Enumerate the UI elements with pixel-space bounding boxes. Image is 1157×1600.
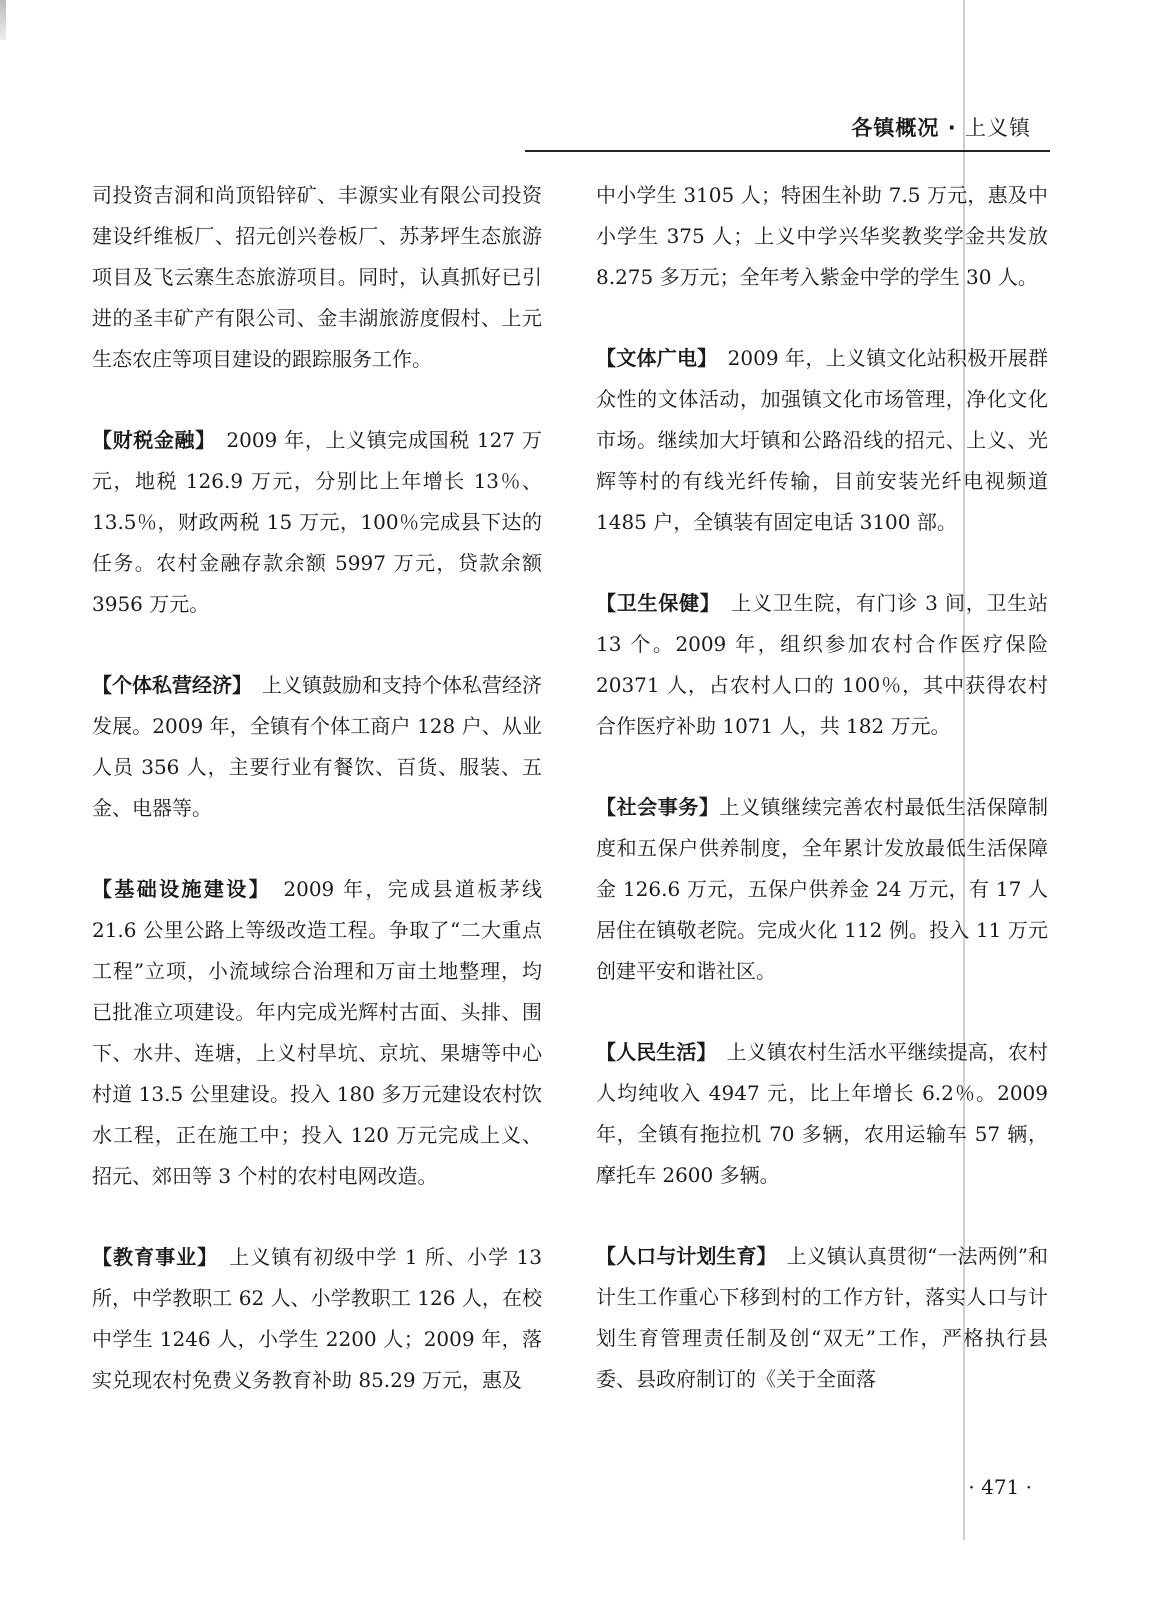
paragraph-culture-broadcast [596, 338, 1048, 543]
header-rule [525, 150, 1050, 152]
left-column [92, 175, 542, 1441]
paragraph-body: 2009 年，上义镇文化站积极开展群众性的文体活动，加强镇文化市场管理，净化文化市场。继续加大圩镇和公路沿线的招元、上义、光辉等村的有线光纤传输，目前安装光纤电视频道 1485 户，全镇装有固定电话 3100 部。 [596, 346, 1048, 534]
running-head-section: 各镇概况 · [851, 116, 965, 140]
paragraph-finance-tax [92, 420, 542, 625]
paragraph-living-standards [596, 1032, 1048, 1196]
section-heading: 【人民生活】 [596, 1040, 707, 1064]
paragraph-body: 中小学生 3105 人；特困生补助 7.5 万元，惠及中小学生 375 人；上义中学兴华奖教奖学金共发放 8.275 多万元；全年考入紫金中学的学生 30 人。 [596, 183, 1048, 289]
paragraph-education [92, 1237, 542, 1401]
paragraph-body: 2009 年，完成县道板茅线 21.6 公里公路上等级改造工程。争取了“二大重点工程”立项，小流域综合治理和万亩土地整理，均已批准立项建设。年内完成光辉村古面、头排、围下、水井、连塘，上义村旱坑、京坑、果塘等中心村道 13.5 公里建设。投入 180 多万元建设农村饮水工程，正在施工中；投入 120 万元完成上义、招元、郊田等 3 个村的农村电网改造。 [92, 877, 542, 1188]
paragraph-private-economy [92, 665, 542, 829]
paragraph-body: 上义镇继续完善农村最低生活保障制度和五保户供养制度，全年累计发放最低生活保障金 126.6 万元，五保户供养金 24 万元，有 17 人居住在镇敬老院。完成火化 112 例。投入 11 万元创建平安和谐社区。 [596, 795, 1049, 983]
running-head [851, 112, 1031, 142]
paragraph-education-continued [596, 175, 1048, 298]
section-heading: 【个体私营经济】 [92, 673, 242, 697]
paragraph-body: 上义镇农村生活水平继续提高，农村人均纯收入 4947 元，比上年增长 6.2％。2009 年，全镇有拖拉机 70 多辆，农用运输车 57 辆，摩托车 2600 多辆。 [596, 1040, 1049, 1187]
section-heading: 【人口与计划生育】 [596, 1244, 767, 1268]
paragraph-infrastructure [92, 869, 542, 1197]
page-number: · 471 · [968, 1475, 1032, 1499]
section-heading: 【财税金融】 [92, 428, 206, 452]
section-heading: 【基础设施建设】 [92, 877, 261, 901]
paragraph-investment-continued [92, 175, 542, 380]
paragraph-body: 上义镇认真贯彻“一法两例”和计生工作重心下移到村的工作方针，落实人口与计划生育管理责任制及创“双无”工作，严格执行县委、县政府制订的《关于全面落 [596, 1244, 1049, 1391]
paragraph-body: 司投资吉洞和尚顶铅锌矿、丰源实业有限公司投资建设纤维板厂、招元创兴卷板厂、苏茅坪生态旅游项目及飞云寨生态旅游项目。同时，认真抓好已引进的圣丰矿产有限公司、金丰湖旅游度假村、上元生态农庄等项目建设的跟踪服务工作。 [92, 183, 542, 371]
section-heading: 【卫生保健】 [596, 591, 711, 615]
paragraph-health [596, 583, 1048, 747]
running-head-town: 上义镇 [965, 116, 1031, 140]
scan-edge-mark [0, 0, 6, 40]
paragraph-body: 2009 年，上义镇完成国税 127 万元，地税 126.9 万元，分别比上年增长 13％、13.5％，财政两税 15 万元，100％完成县下达的任务。农村金融存款余额 5997 万元，贷款余额 3956 万元。 [92, 428, 542, 616]
paragraph-body: 上义卫生院，有门诊 3 间，卫生站 13 个。2009 年，组织参加农村合作医疗保险 20371 人，占农村人口的 100％，其中获得农村合作医疗补助 1071 人，共 182 万元。 [596, 591, 1048, 738]
paragraph-body: 上义镇有初级中学 1 所、小学 13 所，中学教职工 62 人、小学教职工 126 人，在校中学生 1246 人，小学生 2200 人；2009 年，落实兑现农村免费义务教育补助 85.29 万元，惠及 [92, 1245, 543, 1392]
paragraph-body: 上义镇鼓励和支持个体私营经济发展。2009 年，全镇有个体工商户 128 户、从业人员 356 人，主要行业有餐饮、百货、服装、五金、电器等。 [92, 673, 542, 820]
section-heading: 【教育事业】 [92, 1245, 209, 1269]
right-column [596, 175, 1048, 1440]
paragraph-social-affairs [596, 787, 1048, 992]
section-heading: 【文体广电】 [596, 346, 708, 370]
paragraph-family-planning [596, 1236, 1048, 1400]
section-heading: 【社会事务】 [596, 795, 720, 819]
